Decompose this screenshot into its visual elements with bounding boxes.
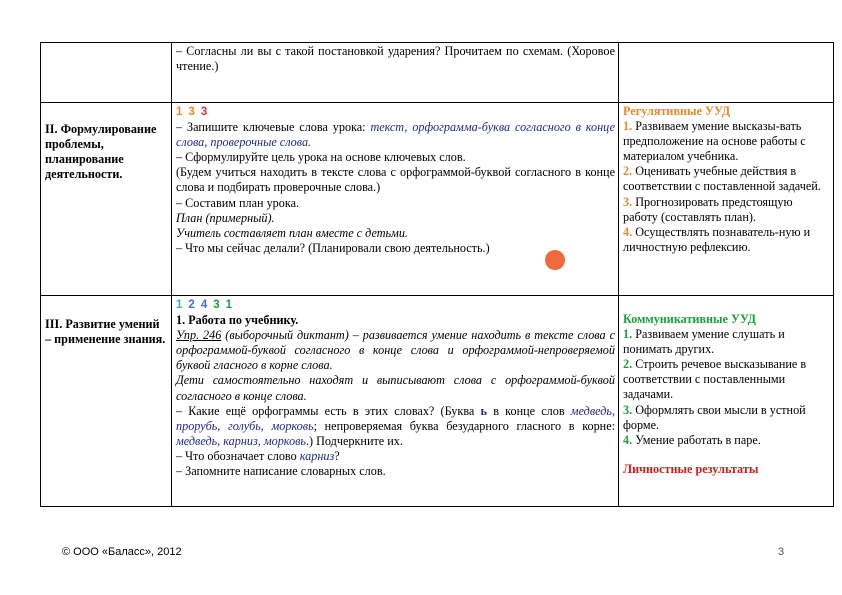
uud-item-text: Развиваем умение высказы-вать предположение на основе работы с материалом учебника.	[623, 119, 806, 164]
uud-item	[623, 119, 830, 164]
stage-cell	[41, 296, 172, 507]
uud-title: Коммуникативные УУД	[623, 312, 757, 326]
uud-item	[623, 195, 830, 225]
task-number: 1	[176, 106, 183, 118]
activity-text: План (примерный).	[176, 210, 275, 225]
personal-results-title: Личностные результаты	[623, 461, 759, 476]
activity-cell	[172, 296, 619, 507]
activity-text: (выборочный диктант) – развивается умение находить в тексте слова с орфограммой-буквой согласного в конце слова и орфограммой-непроверяемой буквой гласного в корне слова.	[176, 328, 615, 373]
uud-item	[623, 357, 830, 402]
activity-text: (Будем учиться находить в тексте слова с орфограммой-буквой согласного в конце слова и подбирать проверочные слова.)	[176, 165, 615, 195]
uud-item-number: 4.	[623, 432, 633, 447]
task-number: 2	[188, 299, 195, 311]
uud-item-text: Осуществлять познаватель-ную и личностную рефлексию.	[623, 224, 811, 254]
task-number: 1	[176, 299, 183, 311]
stage-label: II. Формулирование проблемы, планирование деятельности.	[45, 122, 157, 182]
lesson-table	[40, 42, 834, 507]
activity-text: – Составим план урока.	[176, 195, 300, 210]
example-words: медведь, карниз, морковь	[176, 433, 306, 448]
activity-text: ; непроверяемая буква безударного гласного в корне:	[313, 418, 616, 433]
task-number: 3	[200, 106, 208, 118]
page-number: 3	[778, 546, 785, 558]
uud-item-text: Строить речевое высказывание в соответствии с поставленными задачами.	[623, 357, 807, 402]
activity-line	[176, 328, 615, 373]
marker-dot	[545, 250, 565, 270]
example-words: медведь, прорубь, голубь, морковь	[176, 403, 615, 433]
uud-item-number: 3.	[623, 402, 633, 417]
activity-line	[176, 449, 615, 464]
activity-text: ?	[334, 448, 340, 463]
copyright-footer: © ООО «Баласс», 2012	[62, 546, 182, 558]
activity-text: – Какие ещё орфограммы есть в этих словах? (Буква	[176, 403, 481, 418]
activity-text: – Запишите ключевые слова урока:	[176, 120, 371, 135]
uud-cell	[619, 103, 834, 296]
exercise-reference: Упр. 246	[176, 328, 222, 343]
table-row	[41, 296, 834, 507]
uud-cell	[619, 296, 834, 507]
uud-item-text: Прогнозировать предстоящую работу (составлять план).	[623, 194, 793, 224]
table-row	[41, 43, 834, 103]
activity-line	[176, 120, 615, 150]
activity-text: – Запомните написание словарных слов.	[176, 464, 386, 479]
activity-text: – Сформулируйте цель урока на основе ключевых слов.	[176, 150, 466, 165]
activity-line	[176, 404, 615, 449]
uud-item-number: 1.	[623, 327, 633, 342]
stage-cell	[41, 103, 172, 296]
task-numbers	[176, 104, 615, 120]
uud-item-number: 2.	[623, 164, 633, 179]
activity-text: .) Подчеркните их.	[305, 433, 403, 448]
stage-label: III. Развитие умений – применение знания.	[45, 317, 166, 347]
uud-item	[623, 433, 830, 448]
task-number: 3	[213, 299, 220, 311]
uud-item-text: Умение работать в паре.	[632, 432, 761, 447]
activity-text: в конце слов	[487, 403, 571, 418]
uud-item	[623, 164, 830, 194]
uud-item	[623, 403, 830, 433]
uud-item-text: Развиваем умение слушать и понимать других.	[623, 327, 785, 357]
activity-text: Дети самостоятельно находят и выписывают слова с орфограммой-буквой согласного в конце слова.	[176, 373, 615, 403]
example-words: карниз	[299, 448, 335, 463]
activity-cell	[172, 43, 619, 103]
uud-item	[623, 225, 830, 255]
task-numbers	[176, 297, 615, 313]
activity-text: Учитель составляет план вместе с детьми.	[176, 225, 408, 240]
uud-cell	[619, 43, 834, 103]
uud-item-number: 3.	[623, 194, 633, 209]
keywords-text: текст, орфограмма-буква согласного в конце слова, проверочные слова.	[176, 120, 615, 150]
stage-cell	[41, 43, 172, 103]
task-number: 4	[200, 299, 208, 311]
task-number: 3	[188, 106, 195, 118]
task-number: 1	[225, 299, 233, 311]
table-row	[41, 103, 834, 296]
activity-text: – Что мы сейчас делали? (Планировали свою деятельность.)	[176, 240, 490, 255]
uud-item	[623, 327, 830, 357]
uud-item-number: 4.	[623, 224, 633, 239]
activity-text: – Что обозначает слово	[176, 448, 300, 463]
uud-item-number: 2.	[623, 357, 633, 372]
uud-item-text: Оценивать учебные действия в соответствии с поставленной задачей.	[623, 164, 821, 194]
uud-title: Регулятивные УУД	[623, 104, 731, 118]
activity-text: – Согласны ли вы с такой постановкой ударения? Прочитаем по схемам. (Хоровое чтение.)	[176, 44, 615, 74]
section-heading: 1. Работа по учебнику.	[176, 313, 299, 328]
uud-item-text: Оформлять свои мысли в устной форме.	[623, 402, 806, 432]
uud-item-number: 1.	[623, 119, 633, 134]
soft-sign-letter: ь	[480, 403, 487, 418]
